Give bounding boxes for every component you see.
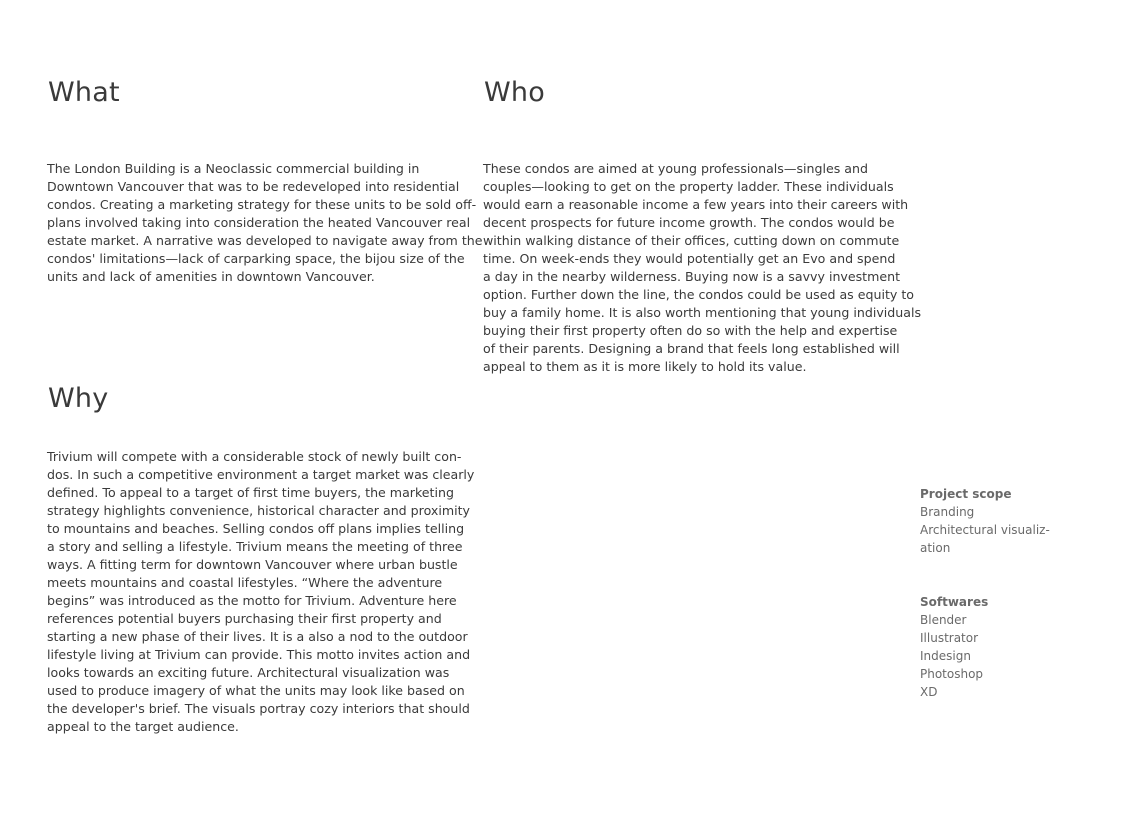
software-item: Illustrator	[920, 631, 979, 645]
who-heading: Who	[484, 77, 545, 108]
why-line: references potential buyers purchasing their first property and	[47, 611, 442, 626]
who-line: buying their first property often do so with the help and expertise	[483, 323, 898, 338]
why-line: strategy highlights convenience, historical character and proximity	[47, 503, 470, 518]
why-line: begins” was introduced as the motto for Trivium. Adventure here	[47, 593, 457, 608]
what-line: Downtown Vancouver that was to be redeveloped into residential	[47, 179, 460, 194]
software-item: Indesign	[920, 649, 971, 663]
what-line: condos. Creating a marketing strategy for these units to be sold off-	[47, 197, 477, 212]
softwares-label: Softwares	[920, 595, 989, 609]
why-line: Trivium will compete with a considerable stock of newly built con-	[47, 449, 462, 464]
who-line: appeal to them as it is more likely to hold its value.	[483, 359, 807, 374]
what-line: The London Building is a Neoclassic commercial building in	[47, 161, 420, 176]
who-line: buy a family home. It is also worth mentioning that young individuals	[483, 305, 922, 320]
what-heading: What	[48, 77, 120, 108]
software-item: Blender	[920, 613, 967, 627]
who-paragraph	[483, 160, 922, 376]
why-line: a story and selling a lifestyle. Trivium means the meeting of three	[47, 539, 463, 554]
why-line: appeal to the target audience.	[47, 719, 239, 734]
what-line: units and lack of amenities in downtown Vancouver.	[47, 269, 375, 284]
who-line: a day in the nearby wilderness. Buying now is a savvy investment	[483, 269, 901, 284]
why-paragraph	[47, 448, 475, 736]
why-line: defined. To appeal to a target of first time buyers, the marketing	[47, 485, 454, 500]
project-scope-item: Branding	[920, 505, 975, 519]
project-scope-item: Architectural visualiz-	[920, 523, 1050, 537]
why-line: meets mountains and coastal lifestyles. “Where the adventure	[47, 575, 443, 590]
software-item: Photoshop	[920, 667, 984, 681]
why-line: dos. In such a competitive environment a target market was clearly	[47, 467, 475, 482]
why-line: looks towards an exciting future. Architectural visualization was	[47, 665, 450, 680]
who-line: would earn a reasonable income a few years into their careers with	[483, 197, 909, 212]
what-line: condos' limitations—lack of carparking space, the bijou size of the	[47, 251, 465, 266]
what-paragraph	[47, 160, 483, 286]
who-line: within walking distance of their offices, cutting down on commute	[483, 233, 900, 248]
software-item: XD	[920, 685, 938, 699]
why-line: lifestyle living at Trivium can provide. This motto invites action and	[47, 647, 471, 662]
who-line: couples—looking to get on the property ladder. These individuals	[483, 179, 894, 194]
why-line: to mountains and beaches. Selling condos off plans implies telling	[47, 521, 465, 536]
project-scope-item: ation	[920, 541, 951, 555]
what-line: plans involved taking into consideration the heated Vancouver real	[47, 215, 471, 230]
why-heading: Why	[48, 383, 109, 414]
why-line: the developer's brief. The visuals portray cozy interiors that should	[47, 701, 470, 716]
why-line: ways. A fitting term for downtown Vancouver where urban bustle	[47, 557, 458, 572]
project-scope-label: Project scope	[920, 487, 1012, 501]
why-line: starting a new phase of their lives. It is a also a nod to the outdoor	[47, 629, 468, 644]
who-line: time. On week-ends they would potentially get an Evo and spend	[483, 251, 896, 266]
who-line: decent prospects for future income growth. The condos would be	[483, 215, 895, 230]
who-line: option. Further down the line, the condos could be used as equity to	[483, 287, 915, 302]
softwares-block	[920, 593, 988, 701]
who-line: These condos are aimed at young professionals—singles and	[483, 161, 868, 176]
who-line: of their parents. Designing a brand that feels long established will	[483, 341, 900, 356]
project-scope-block	[920, 485, 1050, 557]
what-line: estate market. A narrative was developed to navigate away from the	[47, 233, 483, 248]
why-line: used to produce imagery of what the units may look like based on	[47, 683, 465, 698]
